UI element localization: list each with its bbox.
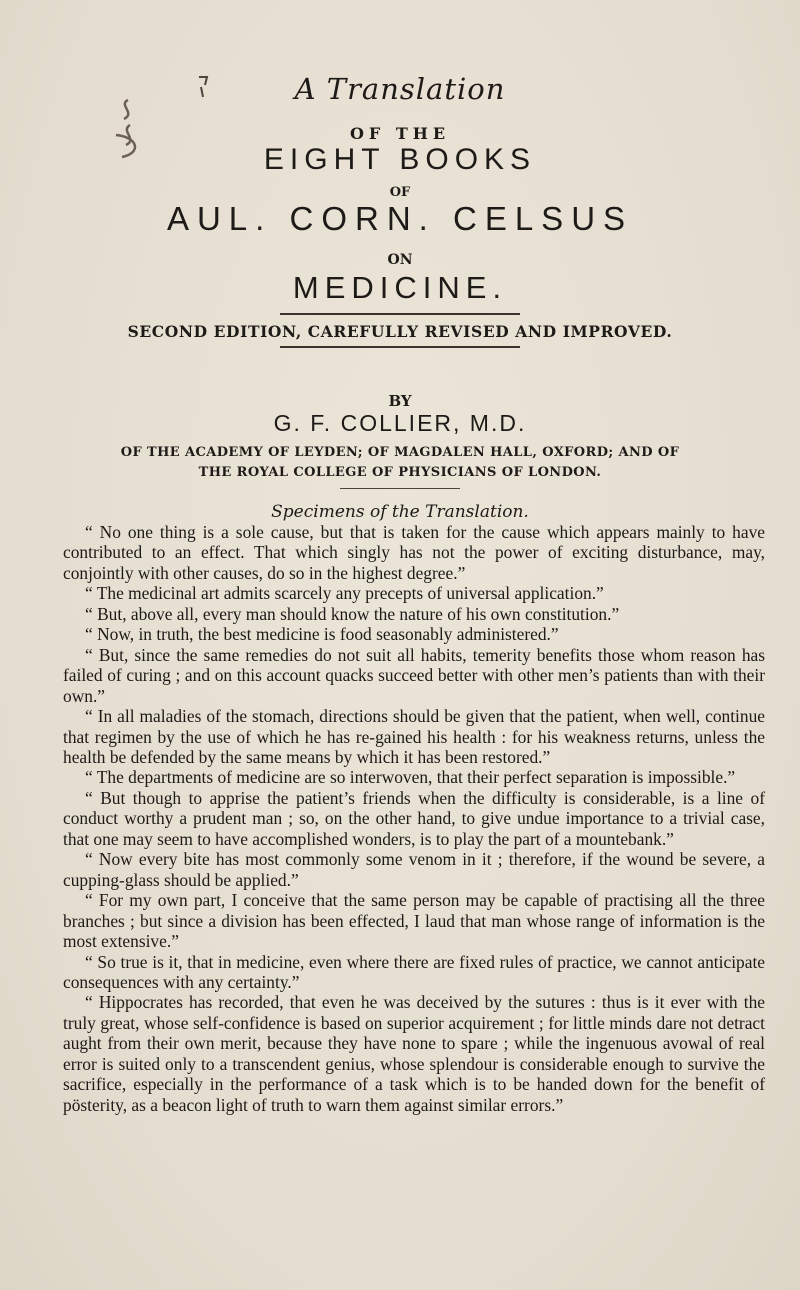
author-name: AUL. CORN. CELSUS bbox=[166, 200, 634, 237]
on-line: ON bbox=[387, 252, 413, 268]
translation-heading: A Translation bbox=[294, 72, 506, 106]
translator-name: G. F. COLLIER, M.D. bbox=[273, 410, 527, 436]
rule-top bbox=[280, 313, 520, 315]
quote-paragraph: “ The departments of medicine are so interwoven, that their perfect separation is impossible.” bbox=[85, 767, 736, 788]
translator-affiliation bbox=[0, 443, 800, 483]
specimens-heading: Specimens of the Translation. bbox=[271, 502, 529, 522]
quote-paragraph: “ The medicinal art admits scarcely any precepts of universal application.” bbox=[85, 583, 604, 604]
quote-paragraph: “ Now every bite has most commonly some venom in it ; therefore, if the wound be severe, a cupping-glass should be applied.” bbox=[63, 849, 765, 890]
eight-books-line: EIGHT BOOKS bbox=[263, 143, 537, 176]
quote-paragraph: “ But, above all, every man should know the nature of his own constitution.” bbox=[85, 603, 620, 624]
of-line: OF bbox=[389, 185, 411, 200]
affiliation-line-1: OF THE ACADEMY OF LEYDEN; OF MAGDALEN HALL, OXFORD; AND OF bbox=[120, 445, 680, 460]
quote-paragraph: “ But though to apprise the patient’s friends when the difficulty is considerable, is a line of conduct worthy a prudent man ; so, on the other hand, to give undue importance to a trivial case, that one may seem to have accomplished wonders, is to play the part of a mountebank.” bbox=[63, 787, 765, 849]
quote-paragraph: “ Hippocrates has recorded, that even he was deceived by the sutures : thus is it ever with the truly great, whose self-confidence is based on superior acquirement ; for little minds dare not detract aught from their own merit, because they have none to spare ; while the ingenuous avowal of real error is suited only to a transcendent genius, whose splendour is considerable enough to survive the sacrifice, especially in the performance of a task which is to be handed down for the benefit of pösterity, as a beacon light of truth to warn them against similar errors.” bbox=[63, 992, 765, 1115]
quote-paragraph: “ No one thing is a sole cause, but that is taken for the cause which appears mainly to have contributed to an effect. That which singly has not the power of exciting disturbance, may, conjointly with other causes, do so in the highest degree.” bbox=[63, 522, 765, 583]
affiliation-line-2: THE ROYAL COLLEGE OF PHYSICIANS OF LONDON. bbox=[198, 465, 602, 480]
edition-line: SECOND EDITION, CAREFULLY REVISED AND IMPROVED. bbox=[127, 322, 673, 341]
quote-paragraph: “ But, since the same remedies do not suit all habits, temerity benefits those whom reason has failed of curing ; and on this account quacks succeed better with other men’s patients than with their own.” bbox=[63, 644, 765, 706]
short-rule bbox=[340, 488, 460, 489]
subject-title: MEDICINE. bbox=[292, 270, 508, 305]
quote-paragraph: “ Now, in truth, the best medicine is food seasonably administered.” bbox=[85, 624, 559, 645]
quote-paragraph: “ So true is it, that in medicine, even where there are fixed rules of practice, we cannot anticipate consequences with any certainty.” bbox=[63, 951, 765, 992]
specimens-body bbox=[63, 522, 765, 1115]
of-the-line: OF THE bbox=[349, 124, 451, 143]
quote-paragraph: “ For my own part, I conceive that the same person may be capable of practising all the three branches ; but since a division has been effected, I laud that man whose range of information is the most extensive.” bbox=[63, 890, 765, 952]
rule-bottom bbox=[280, 346, 520, 348]
quote-paragraph: “ In all maladies of the stomach, directions should be given that the patient, when well, continue that regimen by the use of which he has re-gained his health : for his weakness returns, unless the health be defended by the same means by which it has been restored.” bbox=[63, 706, 765, 767]
by-line: BY bbox=[388, 392, 412, 410]
